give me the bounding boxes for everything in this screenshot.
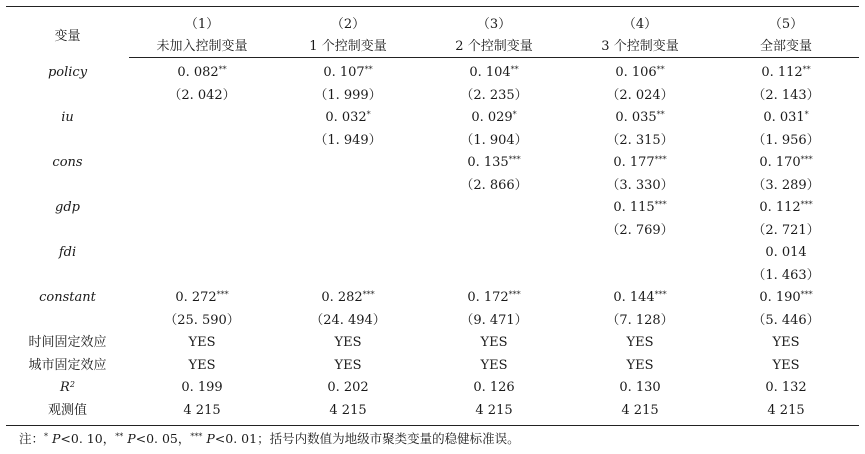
cell-value: 4 215	[475, 402, 513, 418]
table-cell	[275, 400, 421, 426]
cell-value: 0. 172	[467, 290, 509, 305]
table-cell	[129, 152, 275, 175]
table-cell	[275, 85, 421, 108]
row-variable-label	[6, 400, 129, 426]
cell-value: 4 215	[329, 402, 367, 418]
table-cell	[421, 310, 567, 333]
row-variable-label	[6, 310, 129, 333]
table-cell	[275, 287, 421, 310]
cell-value: （2. 769）	[606, 222, 674, 238]
table-row	[6, 242, 859, 265]
header-model-number: （5）	[713, 7, 859, 34]
header-model-title: 全部变量	[713, 33, 859, 58]
cell-value: 0. 126	[473, 380, 515, 395]
cell-value: YES	[772, 357, 800, 373]
cell-value: YES	[188, 357, 216, 373]
significance-stars: ***	[654, 200, 667, 209]
table-cell	[129, 85, 275, 108]
cell-value: （2. 315）	[606, 132, 674, 148]
table-cell	[275, 130, 421, 153]
table-cell	[567, 265, 713, 288]
note-text-3: <0. 01；括号内数值为地级市聚类变量的稳健标准误。	[214, 431, 520, 446]
table-cell	[713, 152, 859, 175]
cell-value: 0. 115	[613, 200, 655, 215]
significance-stars: ***	[216, 290, 229, 299]
cell-value: （2. 042）	[168, 87, 236, 103]
cell-value: 0. 035	[615, 110, 657, 125]
note-p-1: P	[52, 431, 61, 446]
cell-value: 0. 106	[615, 65, 657, 80]
cell-value: 0. 170	[759, 155, 801, 170]
row-variable-label	[6, 175, 129, 198]
table-cell	[275, 197, 421, 220]
table-cell	[713, 310, 859, 333]
table-body	[6, 58, 859, 426]
table-cell	[129, 58, 275, 85]
table-cell	[421, 377, 567, 400]
significance-stars: ***	[508, 155, 521, 164]
table-cell	[713, 130, 859, 153]
cell-value: 0. 104	[469, 65, 511, 80]
table-cell	[567, 332, 713, 355]
table-cell	[129, 130, 275, 153]
cell-value: （1. 463）	[752, 267, 820, 283]
significance-stars: **	[656, 110, 665, 119]
significance-stars: **	[364, 65, 373, 74]
header-model-number: （3）	[421, 7, 567, 34]
table-cell	[275, 377, 421, 400]
table-cell	[567, 175, 713, 198]
table-row	[6, 265, 859, 288]
table-cell	[129, 287, 275, 310]
table-cell	[713, 287, 859, 310]
cell-value: （1. 904）	[460, 132, 528, 148]
table-cell	[567, 220, 713, 243]
row-variable-label	[6, 85, 129, 108]
cell-value: 0. 132	[765, 380, 807, 395]
cell-value: （25. 590）	[164, 312, 240, 328]
table-cell	[421, 107, 567, 130]
cell-value: 0. 014	[765, 245, 807, 260]
table-row	[6, 355, 859, 378]
table-row	[6, 85, 859, 108]
note-star-1: *	[44, 432, 49, 441]
table-row	[6, 152, 859, 175]
table-header	[6, 7, 859, 58]
cell-value: （1. 999）	[314, 87, 382, 103]
cell-value: YES	[188, 335, 216, 350]
row-label-text: fdi	[58, 245, 77, 260]
significance-stars: *	[366, 110, 371, 119]
note-text-2: <0. 05，	[135, 431, 191, 446]
cell-value: 0. 112	[759, 200, 801, 215]
table-cell	[421, 152, 567, 175]
table-cell	[421, 58, 567, 85]
cell-value: YES	[480, 357, 508, 373]
row-label-text: policy	[47, 64, 88, 80]
cell-value: 0. 032	[325, 110, 367, 125]
table-row	[6, 107, 859, 130]
table-row	[6, 287, 859, 310]
header-variable-label: 变量	[6, 7, 129, 58]
significance-stars: **	[802, 65, 811, 74]
significance-stars: ***	[362, 290, 375, 299]
cell-value: 4 215	[767, 402, 805, 418]
cell-value: （3. 330）	[606, 177, 674, 193]
note-text-1: <0. 10，	[60, 431, 116, 446]
cell-value: 0. 107	[323, 65, 365, 80]
table-cell	[713, 400, 859, 426]
table-cell	[713, 332, 859, 355]
cell-value: （1. 956）	[752, 132, 820, 148]
cell-value: 0. 082	[177, 65, 219, 80]
cell-value: （7. 128）	[606, 312, 674, 328]
cell-value: （9. 471）	[460, 312, 528, 328]
cell-value: 0. 272	[175, 290, 217, 305]
table-cell	[567, 197, 713, 220]
row-label-text: 城市固定效应	[28, 357, 107, 373]
cell-value: 0. 029	[471, 110, 513, 125]
cell-value: 0. 144	[613, 290, 655, 305]
cell-value: 0. 282	[321, 290, 363, 305]
header-model-title: 1 个控制变量	[275, 33, 421, 58]
table-cell	[421, 287, 567, 310]
table-cell	[567, 85, 713, 108]
row-label-text: cons	[52, 155, 83, 170]
cell-value: （1. 949）	[314, 132, 382, 148]
table-cell	[275, 152, 421, 175]
row-variable-label	[6, 107, 129, 130]
table-cell	[567, 107, 713, 130]
note-p-3: P	[206, 431, 215, 446]
table-cell	[713, 85, 859, 108]
cell-value: 0. 190	[759, 290, 801, 305]
table-cell	[713, 107, 859, 130]
table-footnote	[19, 429, 520, 447]
table-row	[6, 197, 859, 220]
table-cell	[129, 355, 275, 378]
row-variable-label	[6, 242, 129, 265]
cell-value: （24. 494）	[310, 312, 386, 328]
cell-value: 4 215	[621, 402, 659, 418]
table-cell	[275, 175, 421, 198]
table-row	[6, 58, 859, 85]
cell-value: （2. 235）	[460, 87, 528, 103]
regression-table	[6, 6, 859, 426]
significance-stars: *	[804, 110, 809, 119]
cell-value: （2. 866）	[460, 177, 528, 193]
table-cell	[421, 220, 567, 243]
table-cell	[567, 152, 713, 175]
row-variable-label	[6, 355, 129, 378]
table-cell	[275, 355, 421, 378]
cell-value: 0. 031	[763, 110, 805, 125]
table-row	[6, 377, 859, 400]
cell-value: 0. 177	[613, 155, 655, 170]
significance-stars: *	[512, 110, 517, 119]
table-row	[6, 175, 859, 198]
table-cell	[275, 332, 421, 355]
header-row-titles	[6, 33, 859, 58]
table-cell	[713, 197, 859, 220]
table-cell	[567, 310, 713, 333]
note-star-2: **	[115, 432, 124, 441]
cell-value: YES	[480, 335, 508, 350]
table-cell	[129, 310, 275, 333]
cell-value: （5. 446）	[752, 312, 820, 328]
row-variable-label	[6, 58, 129, 85]
table-cell	[275, 107, 421, 130]
cell-value: 0. 112	[761, 65, 803, 80]
table-cell	[129, 265, 275, 288]
cell-value: （2. 143）	[752, 87, 820, 103]
significance-stars: **	[656, 65, 665, 74]
table-cell	[713, 242, 859, 265]
cell-value: 0. 202	[327, 380, 369, 395]
significance-stars: ***	[654, 155, 667, 164]
table-cell	[713, 355, 859, 378]
significance-stars: ***	[508, 290, 521, 299]
significance-stars: ***	[654, 290, 667, 299]
table-cell	[275, 310, 421, 333]
table-cell	[421, 265, 567, 288]
cell-value: （3. 289）	[752, 177, 820, 193]
table-cell	[567, 377, 713, 400]
header-model-title: 2 个控制变量	[421, 33, 567, 58]
cell-value: YES	[626, 335, 654, 350]
table-cell	[567, 58, 713, 85]
regression-table-container	[6, 6, 859, 426]
table-cell	[713, 377, 859, 400]
table-row	[6, 220, 859, 243]
row-variable-label	[6, 377, 129, 400]
row-variable-label	[6, 287, 129, 310]
table-row	[6, 130, 859, 153]
table-row	[6, 310, 859, 333]
table-cell	[129, 400, 275, 426]
header-model-title: 未加入控制变量	[129, 33, 275, 58]
row-variable-label	[6, 130, 129, 153]
header-model-number: （1）	[129, 7, 275, 34]
note-p-2: P	[127, 431, 136, 446]
significance-stars: ***	[800, 200, 813, 209]
table-cell	[713, 175, 859, 198]
table-cell	[275, 58, 421, 85]
table-cell	[713, 58, 859, 85]
cell-value: YES	[626, 357, 654, 373]
header-model-title: 3 个控制变量	[567, 33, 713, 58]
table-cell	[129, 242, 275, 265]
cell-value: 0. 199	[181, 380, 223, 395]
cell-value: 0. 135	[467, 155, 509, 170]
table-cell	[129, 175, 275, 198]
table-cell	[275, 242, 421, 265]
table-cell	[129, 377, 275, 400]
table-cell	[275, 265, 421, 288]
row-label-text: iu	[61, 110, 74, 125]
significance-stars: ***	[800, 290, 813, 299]
row-variable-label	[6, 265, 129, 288]
header-row-numbers	[6, 7, 859, 34]
table-cell	[713, 265, 859, 288]
significance-stars: **	[510, 65, 519, 74]
note-star-3: ***	[190, 432, 203, 441]
table-cell	[421, 332, 567, 355]
cell-value: （2. 024）	[606, 87, 674, 103]
cell-value: 4 215	[183, 402, 221, 418]
table-cell	[421, 400, 567, 426]
row-variable-label	[6, 197, 129, 220]
cell-value: （2. 721）	[752, 222, 820, 238]
cell-value: YES	[772, 335, 800, 350]
table-cell	[129, 197, 275, 220]
table-cell	[713, 220, 859, 243]
significance-stars: **	[218, 65, 227, 74]
table-cell	[129, 107, 275, 130]
row-variable-label	[6, 332, 129, 355]
row-label-text: 时间固定效应	[28, 335, 107, 350]
row-label-superscript: 2	[69, 380, 75, 389]
table-cell	[129, 220, 275, 243]
significance-stars: ***	[800, 155, 813, 164]
table-cell	[129, 332, 275, 355]
table-cell	[567, 287, 713, 310]
table-cell	[421, 242, 567, 265]
table-cell	[421, 130, 567, 153]
header-model-number: （2）	[275, 7, 421, 34]
row-label-text: R	[60, 380, 70, 395]
table-cell	[421, 175, 567, 198]
table-cell	[421, 197, 567, 220]
table-cell	[567, 242, 713, 265]
table-cell	[567, 400, 713, 426]
cell-value: YES	[334, 357, 362, 373]
row-label-text: gdp	[55, 200, 80, 215]
table-cell	[567, 130, 713, 153]
table-cell	[421, 85, 567, 108]
header-model-number: （4）	[567, 7, 713, 34]
row-label-text: constant	[39, 290, 96, 305]
table-cell	[421, 355, 567, 378]
cell-value: 0. 130	[619, 380, 661, 395]
table-cell	[275, 220, 421, 243]
row-variable-label	[6, 152, 129, 175]
table-row	[6, 332, 859, 355]
row-label-text: 观测值	[47, 402, 87, 418]
table-cell	[567, 355, 713, 378]
cell-value: YES	[334, 335, 362, 350]
note-prefix: 注：	[19, 431, 45, 446]
table-row	[6, 400, 859, 426]
row-variable-label	[6, 220, 129, 243]
